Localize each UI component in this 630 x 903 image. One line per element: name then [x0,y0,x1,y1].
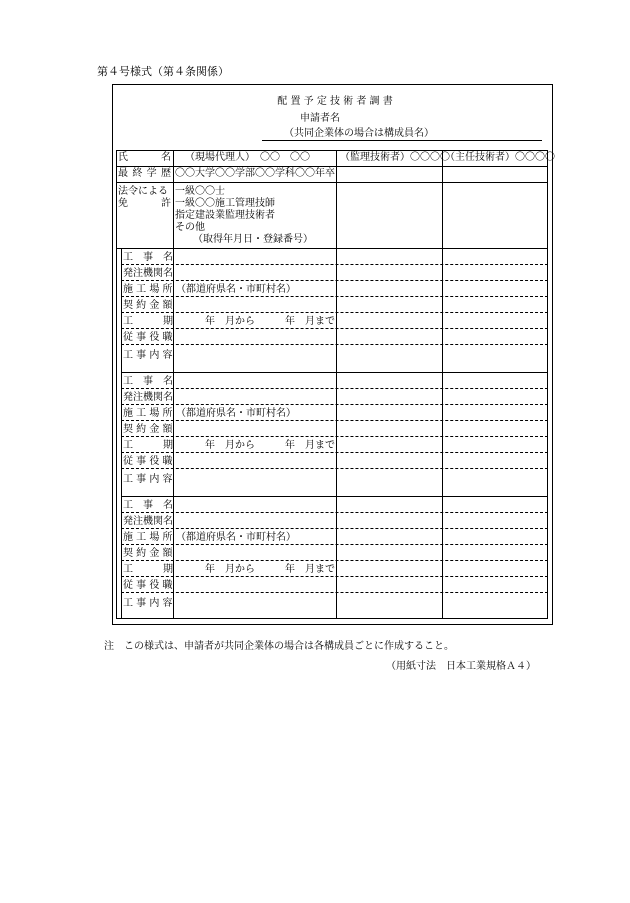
row-name-col2: （監理技術者）〇〇〇〇 [340,152,450,163]
wb1-period: 年 月から 年 月まで [205,316,335,327]
wb2-label-4: 契 約 金 額 [123,424,173,435]
wb1-dash-2 [121,280,548,281]
wb3-label-1: 工 事 名 [123,500,173,511]
paper-size-note: （用紙寸法 日本工業規格Ａ４） [386,661,536,672]
wb1-label-1: 工 事 名 [123,252,173,263]
license-line-4: その他 [175,222,205,233]
wb1-location: （都道府県名・市町村名） [176,284,296,295]
wb2-label-2: 発注機関名 [123,392,173,403]
wb3-label-6: 従 事 役 職 [123,580,173,591]
hline-after-license [116,248,548,249]
wb2-dash-3 [121,420,548,421]
wb1-end [121,372,548,373]
wb1-dash-5 [121,328,548,329]
wb1-dash-6 [121,344,548,345]
wb3-dash-4 [121,560,548,561]
table-vline-label [173,150,174,619]
wb2-dash-5 [121,452,548,453]
wb2-dash-1 [121,388,548,389]
wb3-label-4: 契 約 金 額 [123,548,173,559]
hline-after-name [116,166,548,167]
wb2-period: 年 月から 年 月まで [205,440,335,451]
table-vline-work-indent [121,248,122,619]
wb1-dash-3 [121,296,548,297]
table-vline-col3 [442,150,443,619]
wb1-dash-4 [121,312,548,313]
footer-note: 注 この様式は、申請者が共同企業体の場合は各構成員ごとに作成すること。 [104,641,454,652]
row-education-label: 最 終 学 歴 [118,168,171,179]
row-license-label-2: 免 許 [118,198,171,209]
wb2-label-5: 工 期 [123,440,173,451]
form-label: 第４号様式（第４条関係） [97,65,229,78]
wb2-label-7: 工 事 内 容 [123,474,173,485]
license-line-2: 一級〇〇施工管理技師 [175,198,275,209]
applicant-underline [262,140,542,141]
wb1-label-5: 工 期 [123,316,173,327]
wb2-dash-2 [121,404,548,405]
wb2-label-6: 従 事 役 職 [123,456,173,467]
applicant-label: 申請者名 [300,113,340,124]
row-education-value: 〇〇大学〇〇学部〇〇学科〇〇年卒 [175,168,335,179]
hline-after-education [116,182,548,183]
wb2-dash-6 [121,468,548,469]
wb1-label-7: 工 事 内 容 [123,350,173,361]
wb1-label-4: 契 約 金 額 [123,300,173,311]
wb1-label-3: 施 工 場 所 [123,284,173,295]
row-name-col3: （主任技術者）〇〇〇〇 [445,152,555,163]
wb1-dash-1 [121,264,548,265]
wb3-dash-2 [121,528,548,529]
wb1-label-2: 発注機関名 [123,268,173,279]
wb2-label-3: 施 工 場 所 [123,408,173,419]
wb3-dash-5 [121,576,548,577]
table-vline-col2 [336,150,337,619]
license-line-5: （取得年月日・登録番号） [193,234,313,245]
wb3-label-2: 発注機関名 [123,516,173,527]
wb3-dash-3 [121,544,548,545]
form-title: 配 置 予 定 技 術 者 調 書 [277,96,393,107]
wb3-label-3: 施 工 場 所 [123,532,173,543]
license-line-3: 指定建設業監理技術者 [175,210,275,221]
wb3-dash-1 [121,512,548,513]
license-line-1: 一級〇〇士 [175,186,225,197]
wb1-label-6: 従 事 役 職 [123,332,173,343]
applicant-note: （共同企業体の場合は構成員名） [284,128,434,139]
wb3-label-5: 工 期 [123,564,173,575]
wb2-dash-4 [121,436,548,437]
wb3-period: 年 月から 年 月まで [205,564,335,575]
wb3-label-7: 工 事 内 容 [123,598,173,609]
row-name-label: 氏 名 [118,152,171,163]
wb3-dash-6 [121,592,548,593]
wb3-location: （都道府県名・市町村名） [176,532,296,543]
row-license-label-1: 法令による [118,186,168,197]
wb2-label-1: 工 事 名 [123,376,173,387]
wb2-location: （都道府県名・市町村名） [176,408,296,419]
wb2-end [121,496,548,497]
row-name-col1: （現場代理人） 〇〇 〇〇 [185,152,310,163]
